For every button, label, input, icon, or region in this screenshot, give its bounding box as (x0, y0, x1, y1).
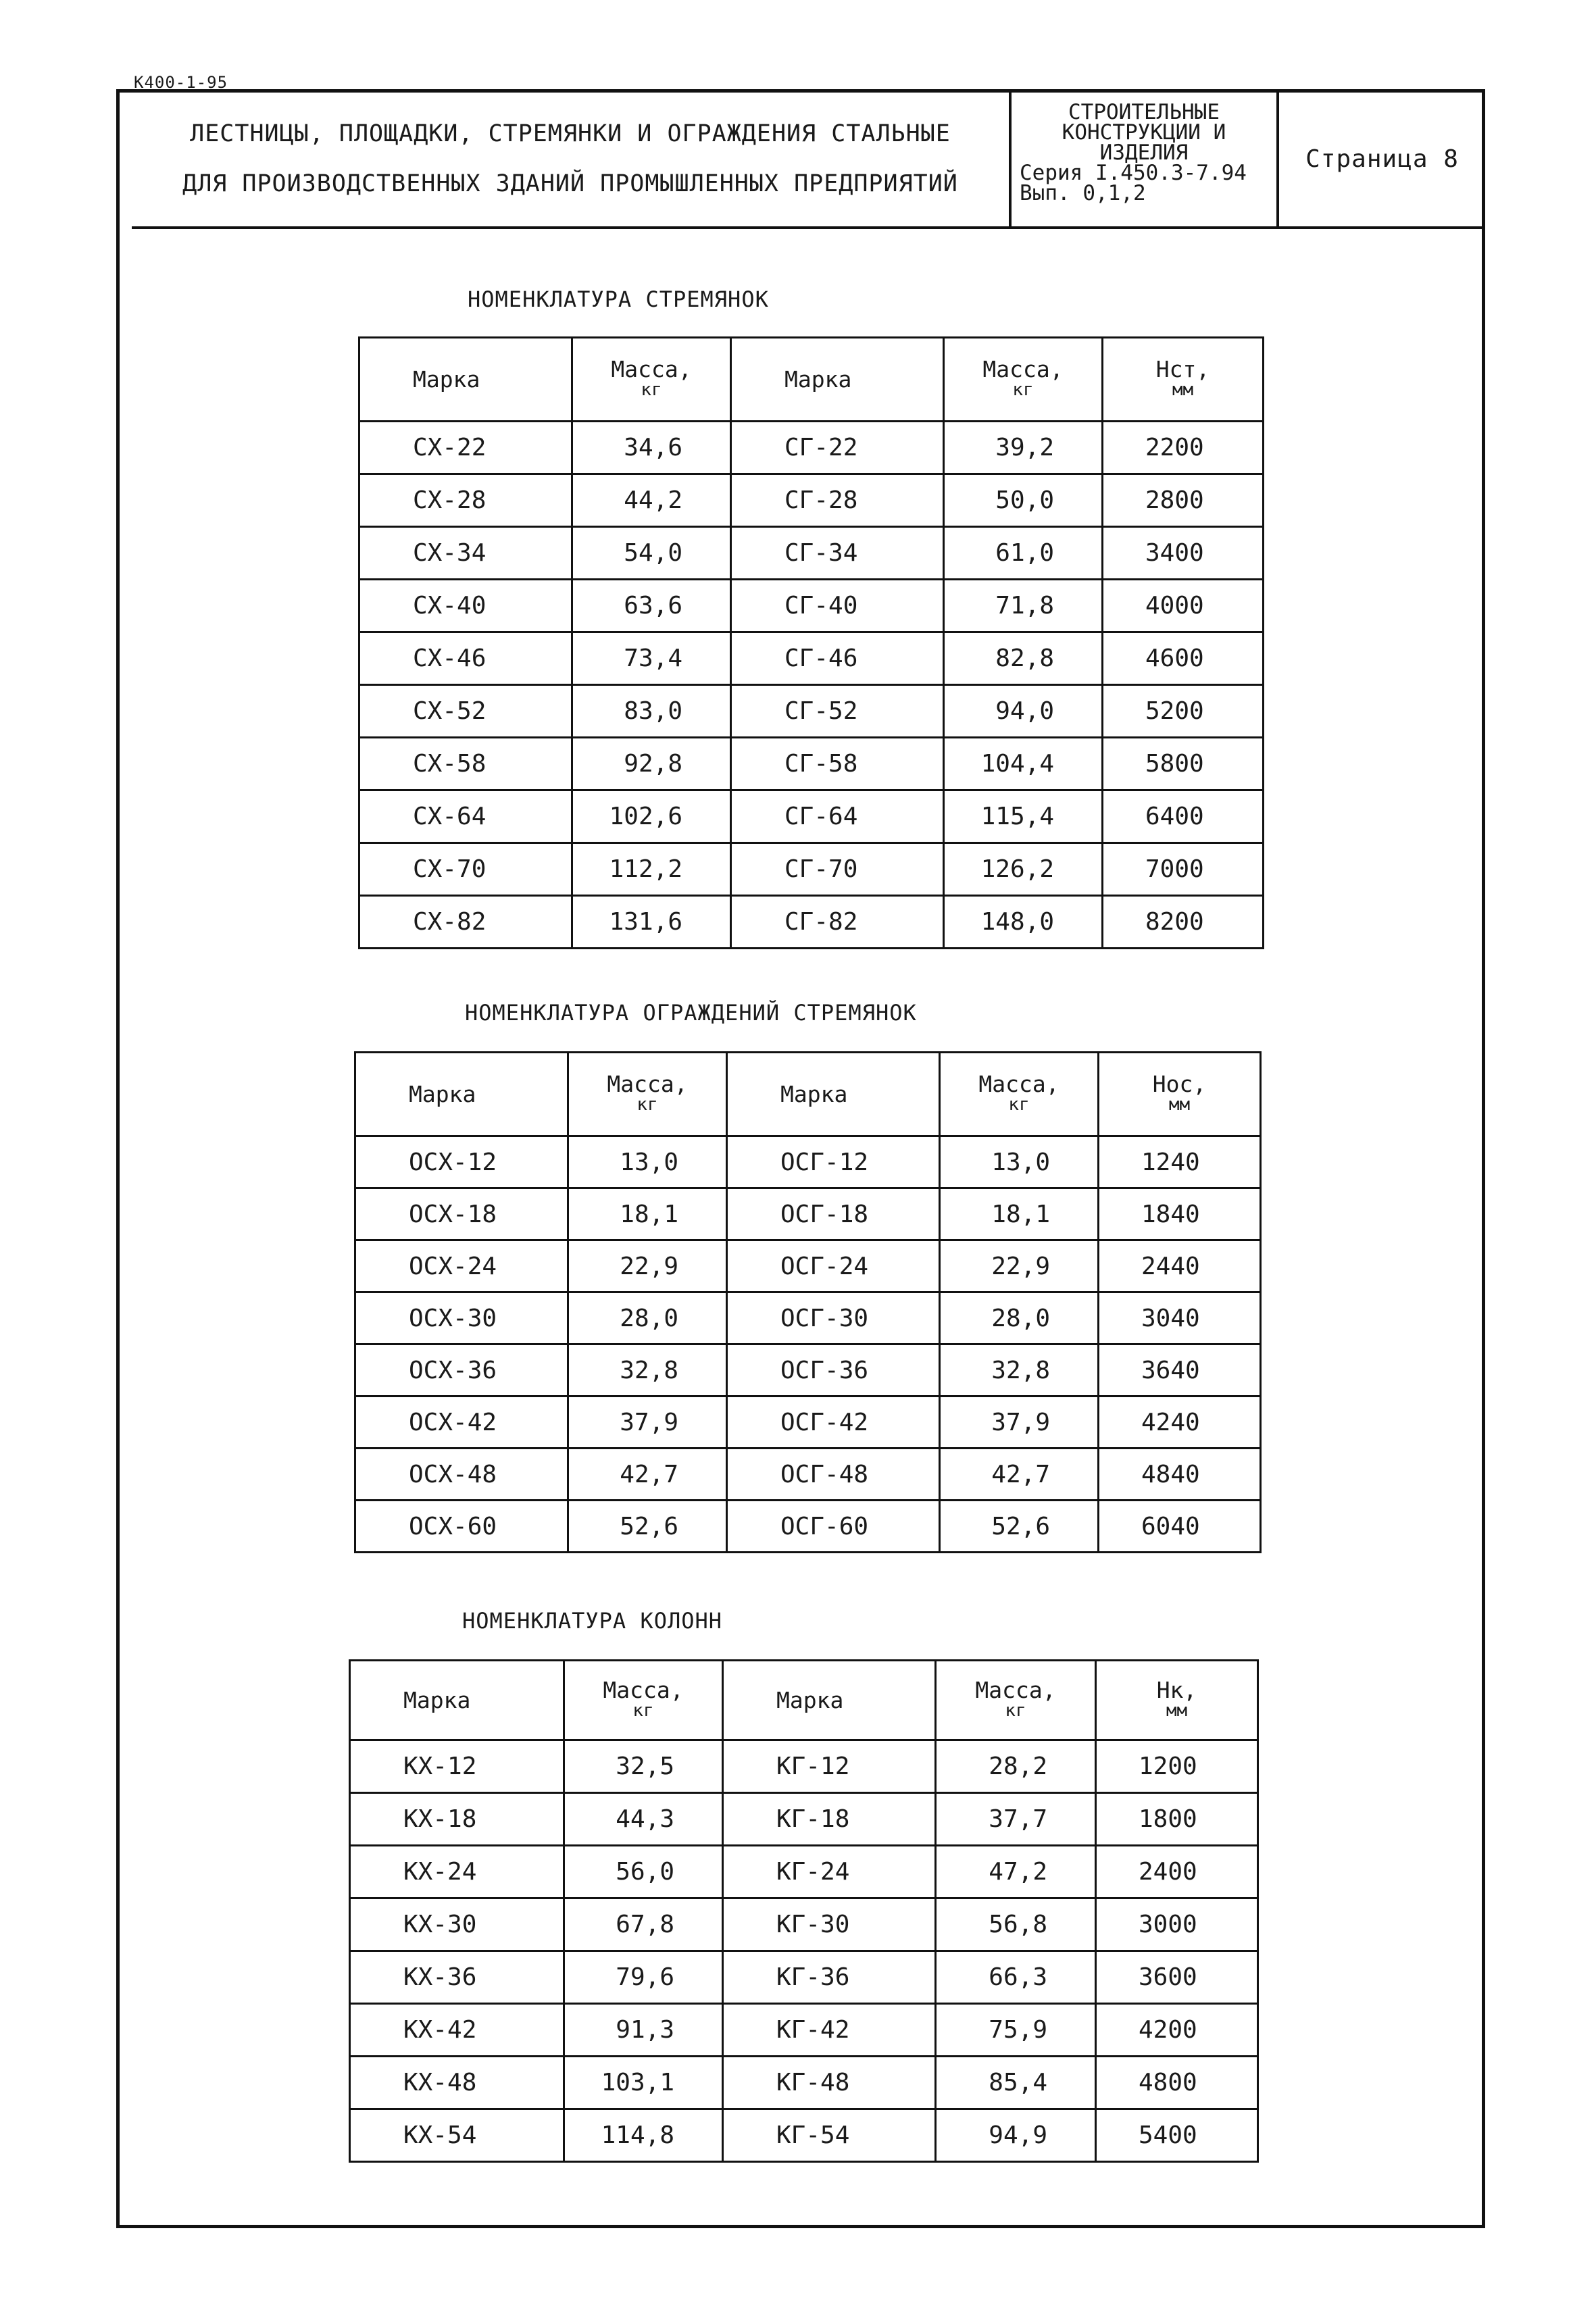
mark-x-cell: ОСХ-12 (355, 1136, 568, 1188)
series-line-1: СТРОИТЕЛЬНЫЕ (1068, 100, 1220, 124)
height-cell: 3600 (1096, 1951, 1258, 2004)
mark-g-cell: ОСГ-60 (727, 1501, 940, 1553)
table-row (355, 1397, 1261, 1449)
mass-x-cell: 114,8 (564, 2109, 723, 2162)
table-row (359, 580, 1264, 632)
mark-g-cell: КГ-12 (723, 1740, 936, 1793)
mark-g-cell: СГ-28 (731, 474, 944, 527)
header-mass-1: Масса, кг (572, 338, 731, 422)
header-height: Нк, мм (1096, 1661, 1258, 1740)
mark-g-cell: ОСГ-18 (727, 1188, 940, 1240)
mass-x-cell: 73,4 (572, 632, 731, 685)
mass-x-cell: 22,9 (568, 1240, 727, 1292)
mass-x-cell: 79,6 (564, 1951, 723, 2004)
height-cell: 3000 (1096, 1898, 1258, 1951)
mark-g-cell: СГ-46 (731, 632, 944, 685)
table-row (359, 474, 1264, 527)
height-cell: 2200 (1103, 422, 1264, 474)
table-row (359, 685, 1264, 738)
mass-g-cell: 52,6 (940, 1501, 1099, 1553)
mark-x-cell: КХ-12 (350, 1740, 564, 1793)
mass-g-cell: 115,4 (944, 790, 1103, 843)
table-title-ladder-guards: НОМЕНКЛАТУРА ОГРАЖДЕНИЙ СТРЕМЯНОК (465, 1000, 917, 1026)
title-line-2: ДЛЯ ПРОИЗВОДСТВЕННЫХ ЗДАНИЙ ПРОМЫШЛЕННЫХ ПРЕДПРИЯТИЙ (182, 170, 958, 197)
series-line-2: КОНСТРУКЦИИ И (1062, 120, 1226, 145)
height-cell: 2400 (1096, 1846, 1258, 1898)
table-row (359, 843, 1264, 896)
mass-x-cell: 56,0 (564, 1846, 723, 1898)
height-cell: 5800 (1103, 738, 1264, 790)
mass-x-cell: 32,8 (568, 1344, 727, 1397)
mark-g-cell: СГ-52 (731, 685, 944, 738)
mass-x-cell: 67,8 (564, 1898, 723, 1951)
mark-g-cell: СГ-70 (731, 843, 944, 896)
mass-g-cell: 148,0 (944, 896, 1103, 949)
header-mass-1: Масса, кг (568, 1053, 727, 1136)
header-mark-2: Марка (731, 338, 944, 422)
title-block (132, 91, 1485, 229)
mass-x-cell: 37,9 (568, 1397, 727, 1449)
header-mass-1: Масса, кг (564, 1661, 723, 1740)
mark-x-cell: КХ-30 (350, 1898, 564, 1951)
header-mark-2: Марка (723, 1661, 936, 1740)
mark-g-cell: КГ-24 (723, 1846, 936, 1898)
series-number: Серия I.450.3-7.94 (1020, 161, 1247, 185)
height-cell: 5400 (1096, 2109, 1258, 2162)
mass-x-cell: 102,6 (572, 790, 731, 843)
mass-x-cell: 13,0 (568, 1136, 727, 1188)
mark-x-cell: КХ-24 (350, 1846, 564, 1898)
mark-g-cell: ОСГ-12 (727, 1136, 940, 1188)
mark-g-cell: КГ-36 (723, 1951, 936, 2004)
mass-g-cell: 37,9 (940, 1397, 1099, 1449)
document-title (132, 91, 1012, 226)
mark-g-cell: СГ-34 (731, 527, 944, 580)
mass-x-cell: 32,5 (564, 1740, 723, 1793)
mass-g-cell: 47,2 (936, 1846, 1096, 1898)
mark-g-cell: ОСГ-48 (727, 1449, 940, 1501)
mark-x-cell: ОСХ-42 (355, 1397, 568, 1449)
mass-g-cell: 50,0 (944, 474, 1103, 527)
mass-x-cell: 28,0 (568, 1292, 727, 1344)
height-cell: 6400 (1103, 790, 1264, 843)
mass-g-cell: 85,4 (936, 2057, 1096, 2109)
height-cell: 1840 (1099, 1188, 1261, 1240)
mass-g-cell: 82,8 (944, 632, 1103, 685)
ladder-guards-table (354, 1051, 1262, 1553)
mark-g-cell: КГ-54 (723, 2109, 936, 2162)
mark-x-cell: СХ-22 (359, 422, 572, 474)
mass-x-cell: 44,3 (564, 1793, 723, 1846)
mark-x-cell: СХ-52 (359, 685, 572, 738)
mass-g-cell: 94,0 (944, 685, 1103, 738)
height-cell: 4200 (1096, 2004, 1258, 2057)
mark-g-cell: КГ-42 (723, 2004, 936, 2057)
mark-x-cell: СХ-58 (359, 738, 572, 790)
columns-table (349, 1659, 1259, 2163)
height-cell: 4840 (1099, 1449, 1261, 1501)
mark-g-cell: ОСГ-24 (727, 1240, 940, 1292)
header-height: Нст, мм (1103, 338, 1264, 422)
table-row (355, 1449, 1261, 1501)
height-cell: 3040 (1099, 1292, 1261, 1344)
table-row (350, 2109, 1258, 2162)
mass-x-cell: 131,6 (572, 896, 731, 949)
mark-g-cell: ОСГ-30 (727, 1292, 940, 1344)
height-cell: 1800 (1096, 1793, 1258, 1846)
table-title-ladders: НОМЕНКЛАТУРА СТРЕМЯНОК (468, 286, 769, 312)
mass-x-cell: 112,2 (572, 843, 731, 896)
table-row (359, 738, 1264, 790)
table-row (355, 1344, 1261, 1397)
height-cell: 6040 (1099, 1501, 1261, 1553)
header-height: Нос, мм (1099, 1053, 1261, 1136)
mass-g-cell: 56,8 (936, 1898, 1096, 1951)
mass-x-cell: 34,6 (572, 422, 731, 474)
mark-g-cell: ОСГ-36 (727, 1344, 940, 1397)
mass-g-cell: 22,9 (940, 1240, 1099, 1292)
mass-g-cell: 66,3 (936, 1951, 1096, 2004)
table-row (350, 1740, 1258, 1793)
document-code: К400-1-95 (134, 73, 228, 92)
header-mark-1: Марка (350, 1661, 564, 1740)
table-row (359, 632, 1264, 685)
title-line-1: ЛЕСТНИЦЫ, ПЛОЩАДКИ, СТРЕМЯНКИ И ОГРАЖДЕНИЯ СТАЛЬНЫЕ (190, 120, 951, 147)
height-cell: 8200 (1103, 896, 1264, 949)
mass-x-cell: 18,1 (568, 1188, 727, 1240)
mark-g-cell: СГ-64 (731, 790, 944, 843)
table-row (359, 790, 1264, 843)
mark-x-cell: КХ-48 (350, 2057, 564, 2109)
mark-x-cell: СХ-82 (359, 896, 572, 949)
mark-x-cell: ОСХ-18 (355, 1188, 568, 1240)
mark-g-cell: ОСГ-42 (727, 1397, 940, 1449)
mass-x-cell: 92,8 (572, 738, 731, 790)
height-cell: 5200 (1103, 685, 1264, 738)
mass-x-cell: 63,6 (572, 580, 731, 632)
table-row (350, 2004, 1258, 2057)
height-cell: 2440 (1099, 1240, 1261, 1292)
table-title-columns: НОМЕНКЛАТУРА КОЛОНН (462, 1608, 723, 1634)
series-block (1012, 91, 1279, 226)
table-row (355, 1292, 1261, 1344)
table-row (359, 422, 1264, 474)
series-line-3: ИЗДЕЛИЯ (1099, 141, 1189, 165)
table-row (350, 1793, 1258, 1846)
mark-x-cell: ОСХ-30 (355, 1292, 568, 1344)
header-mark-2: Марка (727, 1053, 940, 1136)
mass-g-cell: 37,7 (936, 1793, 1096, 1846)
mark-g-cell: СГ-82 (731, 896, 944, 949)
mark-g-cell: КГ-18 (723, 1793, 936, 1846)
height-cell: 1240 (1099, 1136, 1261, 1188)
mark-g-cell: СГ-58 (731, 738, 944, 790)
table-row (350, 2057, 1258, 2109)
mass-g-cell: 39,2 (944, 422, 1103, 474)
table-row (350, 1846, 1258, 1898)
mass-g-cell: 71,8 (944, 580, 1103, 632)
mark-x-cell: СХ-34 (359, 527, 572, 580)
mark-x-cell: СХ-46 (359, 632, 572, 685)
page-number: Страница 8 (1305, 145, 1459, 173)
mass-x-cell: 83,0 (572, 685, 731, 738)
mass-g-cell: 94,9 (936, 2109, 1096, 2162)
table-row (355, 1136, 1261, 1188)
mass-g-cell: 18,1 (940, 1188, 1099, 1240)
height-cell: 1200 (1096, 1740, 1258, 1793)
mark-x-cell: СХ-40 (359, 580, 572, 632)
mass-g-cell: 61,0 (944, 527, 1103, 580)
header-mass-2: Масса, кг (936, 1661, 1096, 1740)
mass-g-cell: 104,4 (944, 738, 1103, 790)
mass-g-cell: 75,9 (936, 2004, 1096, 2057)
header-mass-2: Масса, кг (944, 338, 1103, 422)
mark-x-cell: ОСХ-24 (355, 1240, 568, 1292)
header-mark-1: Марка (359, 338, 572, 422)
header-mark-1: Марка (355, 1053, 568, 1136)
table-row (359, 527, 1264, 580)
mark-x-cell: КХ-36 (350, 1951, 564, 2004)
mark-x-cell: ОСХ-48 (355, 1449, 568, 1501)
mark-g-cell: СГ-22 (731, 422, 944, 474)
mass-x-cell: 42,7 (568, 1449, 727, 1501)
mass-x-cell: 54,0 (572, 527, 731, 580)
mark-x-cell: СХ-70 (359, 843, 572, 896)
mass-g-cell: 28,2 (936, 1740, 1096, 1793)
mass-x-cell: 52,6 (568, 1501, 727, 1553)
table-row (355, 1188, 1261, 1240)
mass-g-cell: 126,2 (944, 843, 1103, 896)
mark-g-cell: КГ-30 (723, 1898, 936, 1951)
mass-g-cell: 13,0 (940, 1136, 1099, 1188)
issue-number: Вып. 0,1,2 (1020, 181, 1146, 205)
height-cell: 4600 (1103, 632, 1264, 685)
table-row (355, 1501, 1261, 1553)
table-row (355, 1240, 1261, 1292)
table-row (359, 896, 1264, 949)
mark-x-cell: СХ-64 (359, 790, 572, 843)
height-cell: 3400 (1103, 527, 1264, 580)
mass-g-cell: 28,0 (940, 1292, 1099, 1344)
mark-x-cell: ОСХ-36 (355, 1344, 568, 1397)
ladders-table (358, 336, 1264, 949)
mass-x-cell: 91,3 (564, 2004, 723, 2057)
mark-x-cell: КХ-18 (350, 1793, 564, 1846)
mass-x-cell: 103,1 (564, 2057, 723, 2109)
mass-g-cell: 32,8 (940, 1344, 1099, 1397)
table-row (350, 1898, 1258, 1951)
height-cell: 4000 (1103, 580, 1264, 632)
height-cell: 7000 (1103, 843, 1264, 896)
table-row (350, 1951, 1258, 2004)
mark-x-cell: КХ-42 (350, 2004, 564, 2057)
height-cell: 4800 (1096, 2057, 1258, 2109)
mark-x-cell: КХ-54 (350, 2109, 564, 2162)
mass-g-cell: 42,7 (940, 1449, 1099, 1501)
mark-x-cell: ОСХ-60 (355, 1501, 568, 1553)
mass-x-cell: 44,2 (572, 474, 731, 527)
height-cell: 4240 (1099, 1397, 1261, 1449)
mark-g-cell: СГ-40 (731, 580, 944, 632)
mark-x-cell: СХ-28 (359, 474, 572, 527)
header-mass-2: Масса, кг (940, 1053, 1099, 1136)
mark-g-cell: КГ-48 (723, 2057, 936, 2109)
height-cell: 2800 (1103, 474, 1264, 527)
height-cell: 3640 (1099, 1344, 1261, 1397)
